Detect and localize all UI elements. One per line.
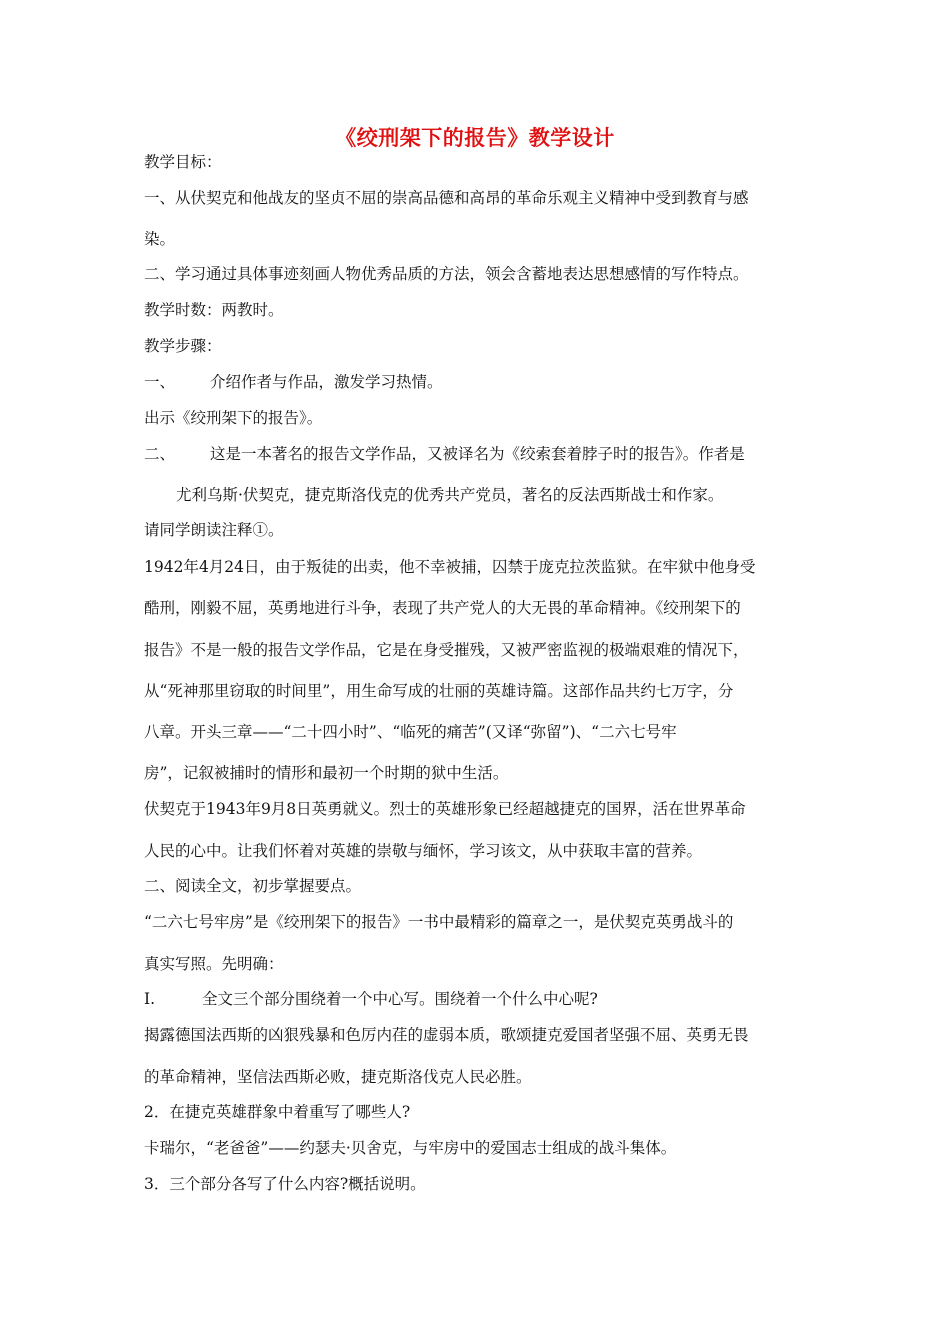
text-line: 报告》不是一般的报告文学作品，它是在身受摧残，又被严密监视的极端艰难的情况下， bbox=[144, 641, 749, 659]
list-item bbox=[144, 444, 814, 464]
text-line: 房”，记叙被捕时的情形和最初一个时期的狱中生活。 bbox=[144, 764, 509, 782]
text-line: 染。 bbox=[144, 230, 176, 248]
text-line: 揭露德国法西斯的凶狠残暴和色厉内荏的虚弱本质，歌颂捷克爱国者坚强不屈、英勇无畏 bbox=[144, 1026, 749, 1044]
list-item bbox=[144, 372, 814, 392]
list-item bbox=[144, 989, 814, 1009]
list-item-text: 介绍作者与作品，激发学习热情。 bbox=[210, 373, 443, 391]
document-title: 《绞刑架下的报告》教学设计 bbox=[335, 125, 615, 150]
text-line: 伏契克于1943年9月8日英勇就义。烈士的英雄形象已经超越捷克的国界，活在世界革命 bbox=[144, 800, 746, 818]
text-line: 1942年4月24日，由于叛徒的出卖，他不幸被捕，囚禁于庞克拉茨监狱。在牢狱中他身受 bbox=[144, 558, 756, 576]
text-line: 卡瑞尔，“老爸爸”——约瑟夫·贝舍克，与牢房中的爱国志士组成的战斗集体。 bbox=[144, 1139, 677, 1157]
list-item-number: I. bbox=[144, 990, 156, 1008]
text-line: 教学目标： bbox=[144, 153, 222, 171]
list-item-number: 二、 bbox=[144, 445, 176, 463]
text-line: 一、从伏契克和他战友的坚贞不屈的崇高品德和高昂的革命乐观主义精神中受到教育与感 bbox=[144, 189, 749, 207]
text-line: 出示《绞刑架下的报告》。 bbox=[144, 409, 323, 427]
text-line: 酷刑，刚毅不屈，英勇地进行斗争，表现了共产党人的大无畏的革命精神。《绞刑架下的 bbox=[144, 599, 741, 617]
text-line: 人民的心中。让我们怀着对英雄的崇敬与缅怀，学习该文，从中获取丰富的营养。 bbox=[144, 842, 703, 860]
text-line: 的革命精神，坚信法西斯必败，捷克斯洛伐克人民必胜。 bbox=[144, 1068, 532, 1086]
list-item-text: 全文三个部分围绕着一个中心写。围绕着一个什么中心呢? bbox=[202, 990, 598, 1008]
text-line: 从“死神那里窃取的时间里”，用生命写成的壮丽的英雄诗篇。这部作品共约七万字，分 bbox=[144, 682, 734, 700]
text-line: “二六七号牢房”是《绞刑架下的报告》一书中最精彩的篇章之一，是伏契克英勇战斗的 bbox=[144, 913, 734, 931]
text-line: 2．在捷克英雄群象中着重写了哪些人? bbox=[144, 1103, 411, 1121]
text-line: 八章。开头三章——“二十四小时”、“临死的痛苦”(又译“弥留”)、“二六七号牢 bbox=[144, 723, 677, 741]
text-line: 教学步骤： bbox=[144, 337, 222, 355]
text-line: 3．三个部分各写了什么内容?概括说明。 bbox=[144, 1175, 426, 1193]
list-item-text: 这是一本著名的报告文学作品，又被译名为《绞索套着脖子时的报告》。作者是 bbox=[210, 445, 745, 463]
text-line: 二、学习通过具体事迹刻画人物优秀品质的方法，领会含蓄地表达思想感情的写作特点。 bbox=[144, 265, 749, 283]
text-line: 真实写照。先明确： bbox=[144, 955, 284, 973]
text-line: 请同学朗读注释①。 bbox=[144, 521, 284, 539]
list-item-continuation: 尤利乌斯·伏契克，捷克斯洛伐克的优秀共产党员，著名的反法西斯战士和作家。 bbox=[176, 486, 724, 504]
list-item-number: 一、 bbox=[144, 373, 176, 391]
text-line: 二、阅读全文，初步掌握要点。 bbox=[144, 877, 362, 895]
text-line: 教学时数：两教时。 bbox=[144, 301, 284, 319]
